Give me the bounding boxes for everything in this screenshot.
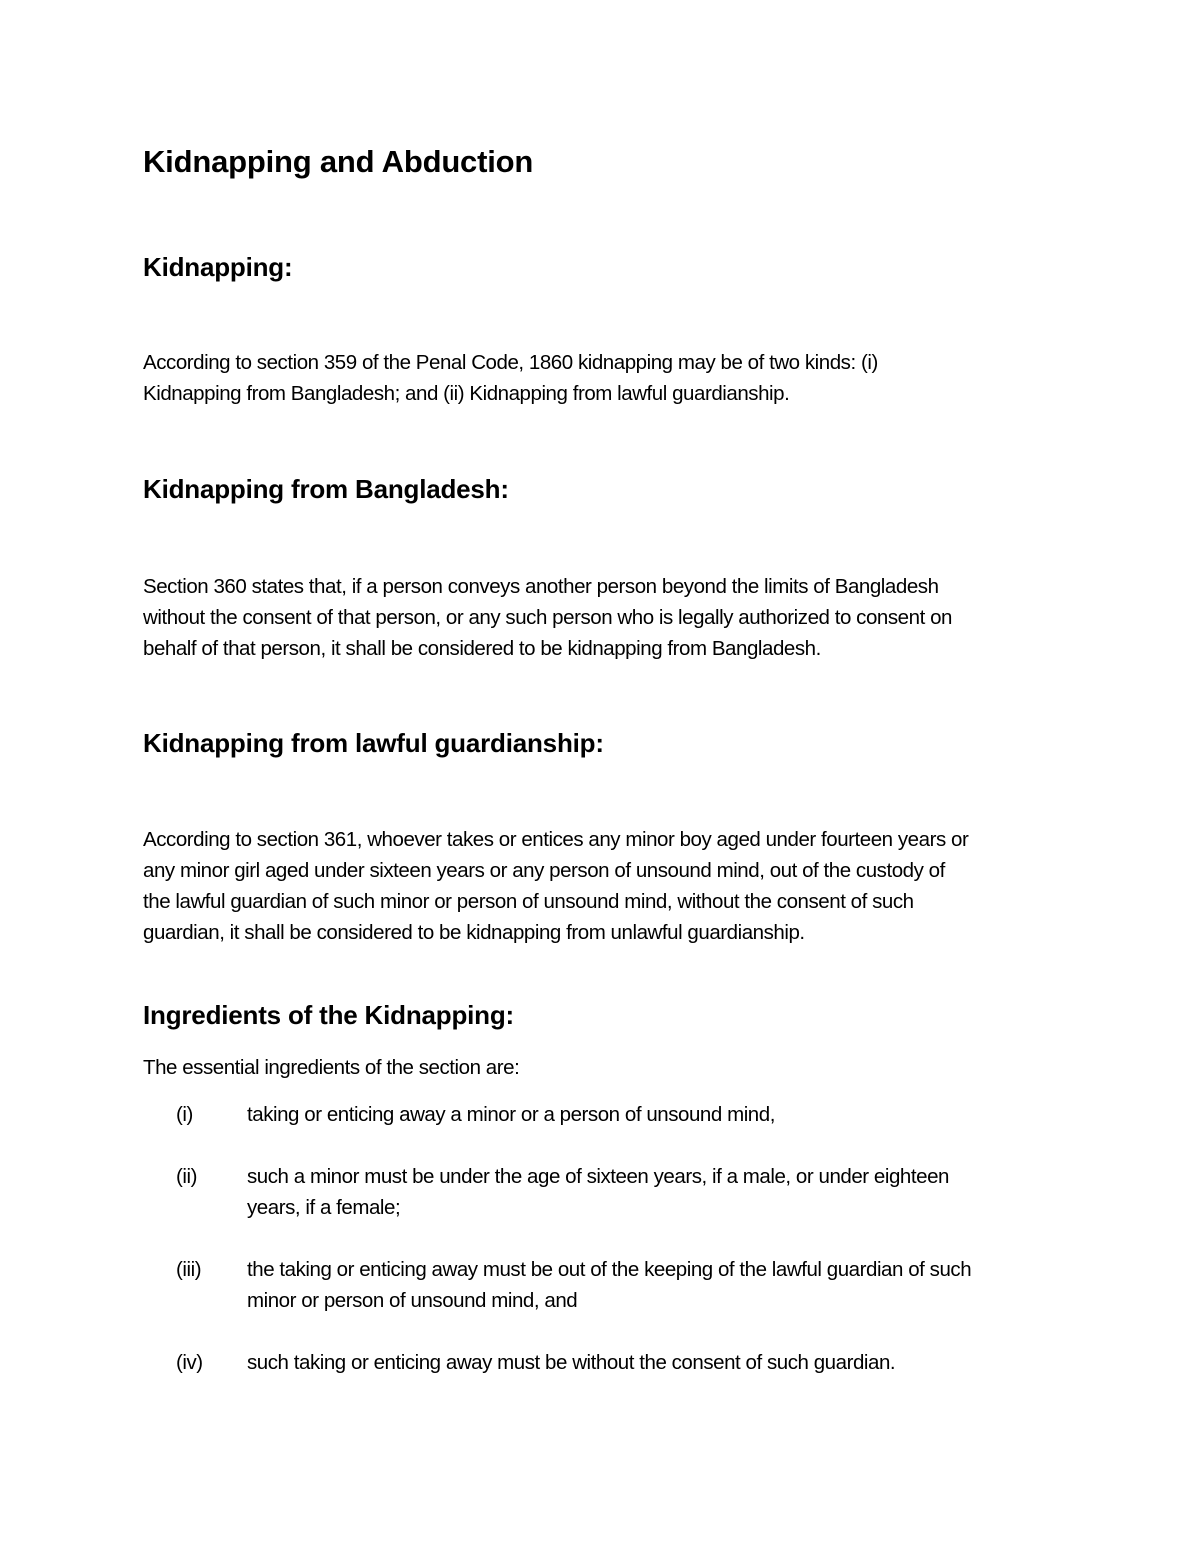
list-item-text: [247, 1254, 1077, 1316]
paragraph-line: behalf of that person, it shall be considered to be kidnapping from Bangladesh.: [143, 637, 821, 660]
document-title: Kidnapping and Abduction: [143, 144, 534, 179]
list-item-line: minor or person of unsound mind, and: [247, 1289, 578, 1312]
paragraph-line: According to section 361, whoever takes or entices any minor boy aged under fourteen years or: [143, 828, 969, 851]
list-item-text: [247, 1161, 1077, 1223]
section-heading-kidnapping-from-bangladesh: Kidnapping from Bangladesh:: [143, 474, 509, 504]
section-heading-kidnapping: Kidnapping:: [143, 252, 293, 282]
list-item-text: [247, 1347, 1077, 1378]
section-paragraph-kidnapping-from-lawful-guardianship: [143, 824, 1073, 948]
paragraph-line: Section 360 states that, if a person conveys another person beyond the limits of Bangladesh: [143, 575, 939, 598]
paragraph-line: without the consent of that person, or any such person who is legally authorized to consent on: [143, 606, 952, 629]
list-item-text: [247, 1099, 1077, 1130]
section-paragraph-kidnapping: [143, 347, 1073, 409]
paragraph-line: According to section 359 of the Penal Code, 1860 kidnapping may be of two kinds: (i): [143, 351, 878, 374]
list-item-number: (i): [176, 1103, 193, 1126]
paragraph-line: any minor girl aged under sixteen years or any person of unsound mind, out of the custody of: [143, 859, 945, 882]
paragraph-line: guardian, it shall be considered to be kidnapping from unlawful guardianship.: [143, 921, 805, 944]
list-item-line: taking or enticing away a minor or a person of unsound mind,: [247, 1103, 775, 1126]
section-heading-kidnapping-from-lawful-guardianship: Kidnapping from lawful guardianship:: [143, 728, 604, 758]
list-item-line: the taking or enticing away must be out of the keeping of the lawful guardian of such: [247, 1258, 972, 1281]
paragraph-line: Kidnapping from Bangladesh; and (ii) Kidnapping from lawful guardianship.: [143, 382, 790, 405]
section-paragraph-kidnapping-from-bangladesh: [143, 571, 1073, 664]
list-item-number: (iii): [176, 1258, 202, 1281]
section-heading-ingredients: Ingredients of the Kidnapping:: [143, 1000, 514, 1030]
paragraph-line: The essential ingredients of the section are:: [143, 1056, 520, 1079]
list-item-number: (ii): [176, 1165, 197, 1188]
paragraph-line: the lawful guardian of such minor or person of unsound mind, without the consent of such: [143, 890, 914, 913]
list-item-line: such taking or enticing away must be without the consent of such guardian.: [247, 1351, 896, 1374]
ingredients-intro: [143, 1052, 1073, 1083]
list-item-line: years, if a female;: [247, 1196, 401, 1219]
list-item-line: such a minor must be under the age of sixteen years, if a male, or under eighteen: [247, 1165, 949, 1188]
list-item-number: (iv): [176, 1351, 203, 1374]
